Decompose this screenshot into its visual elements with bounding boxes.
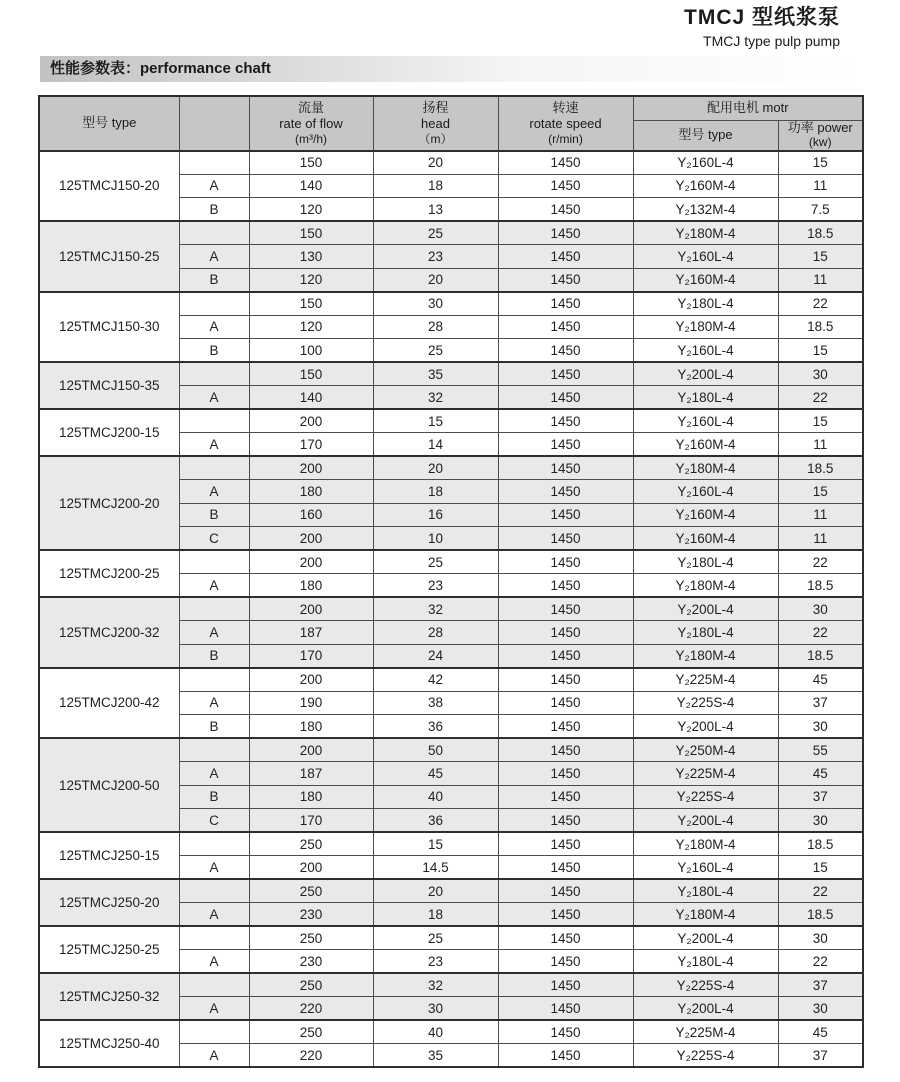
table-row	[39, 738, 863, 762]
speed-cell: 1450	[498, 597, 633, 621]
motor-model-cell: Y₂225S-4	[633, 785, 778, 809]
speed-cell: 1450	[498, 268, 633, 292]
flow-cell: 187	[249, 621, 373, 645]
motor-model-cell: Y₂225S-4	[633, 1044, 778, 1068]
motor-model-cell: Y₂160L-4	[633, 856, 778, 880]
header-flow-en: rate of flow	[279, 115, 343, 131]
spec-table-body	[39, 151, 863, 1068]
motor-power-cell: 18.5	[778, 221, 863, 245]
head-cell: 45	[373, 762, 498, 786]
title-block	[0, 0, 900, 50]
motor-power-cell: 15	[778, 409, 863, 433]
header-motor-power-cn: 功率 power	[787, 120, 853, 135]
speed-cell: 1450	[498, 856, 633, 880]
head-cell: 30	[373, 997, 498, 1021]
variant-cell: A	[179, 997, 249, 1021]
flow-cell: 250	[249, 879, 373, 903]
motor-power-cell: 15	[778, 856, 863, 880]
variant-cell: A	[179, 903, 249, 927]
table-row	[39, 1020, 863, 1044]
flow-cell: 250	[249, 832, 373, 856]
motor-power-cell: 37	[778, 973, 863, 997]
model-cell: 125TMCJ250-40	[39, 1020, 179, 1067]
flow-cell: 170	[249, 644, 373, 668]
header-head-en: head	[421, 115, 450, 131]
speed-cell: 1450	[498, 362, 633, 386]
flow-cell: 250	[249, 1020, 373, 1044]
head-cell: 20	[373, 268, 498, 292]
page-title: TMCJ 型纸浆泵	[684, 6, 840, 29]
flow-cell: 120	[249, 315, 373, 339]
header-speed-unit: (r/min)	[548, 131, 583, 146]
head-cell: 20	[373, 879, 498, 903]
motor-power-cell: 22	[778, 879, 863, 903]
model-cell: 125TMCJ250-25	[39, 926, 179, 973]
motor-power-cell: 18.5	[778, 456, 863, 480]
motor-model-cell: Y₂200L-4	[633, 926, 778, 950]
variant-cell: B	[179, 785, 249, 809]
variant-cell	[179, 456, 249, 480]
head-cell: 23	[373, 245, 498, 269]
motor-power-cell: 11	[778, 268, 863, 292]
header-speed-en: rotate speed	[529, 115, 602, 131]
variant-cell: B	[179, 644, 249, 668]
model-cell: 125TMCJ250-20	[39, 879, 179, 926]
variant-cell	[179, 409, 249, 433]
motor-model-cell: Y₂200L-4	[633, 997, 778, 1021]
motor-model-cell: Y₂200L-4	[633, 715, 778, 739]
motor-power-cell: 45	[778, 668, 863, 692]
speed-cell: 1450	[498, 997, 633, 1021]
head-cell: 50	[373, 738, 498, 762]
variant-cell: C	[179, 809, 249, 833]
header-motor-power	[778, 120, 863, 151]
variant-cell: B	[179, 503, 249, 527]
head-cell: 30	[373, 292, 498, 316]
motor-power-cell: 22	[778, 621, 863, 645]
motor-model-cell: Y₂225M-4	[633, 668, 778, 692]
motor-model-cell: Y₂180L-4	[633, 550, 778, 574]
motor-power-cell: 22	[778, 386, 863, 410]
flow-cell: 220	[249, 997, 373, 1021]
variant-cell	[179, 926, 249, 950]
speed-cell: 1450	[498, 151, 633, 175]
variant-cell: B	[179, 715, 249, 739]
section-header-bar	[40, 56, 862, 82]
variant-cell	[179, 973, 249, 997]
header-motor-power-unit: (kw)	[808, 134, 832, 149]
variant-cell	[179, 597, 249, 621]
motor-power-cell: 15	[778, 339, 863, 363]
motor-power-cell: 37	[778, 1044, 863, 1068]
variant-cell: A	[179, 1044, 249, 1068]
model-cell: 125TMCJ200-15	[39, 409, 179, 456]
model-cell: 125TMCJ150-25	[39, 221, 179, 292]
motor-model-cell: Y₂200L-4	[633, 597, 778, 621]
table-row	[39, 832, 863, 856]
motor-power-cell: 11	[778, 527, 863, 551]
motor-model-cell: Y₂250M-4	[633, 738, 778, 762]
performance-table	[38, 95, 864, 1068]
motor-model-cell: Y₂160M-4	[633, 174, 778, 198]
model-cell: 125TMCJ250-32	[39, 973, 179, 1020]
variant-cell: B	[179, 339, 249, 363]
speed-cell: 1450	[498, 668, 633, 692]
table-row	[39, 973, 863, 997]
flow-cell: 170	[249, 433, 373, 457]
speed-cell: 1450	[498, 621, 633, 645]
flow-cell: 200	[249, 550, 373, 574]
speed-cell: 1450	[498, 1044, 633, 1068]
head-cell: 32	[373, 386, 498, 410]
variant-cell	[179, 221, 249, 245]
motor-model-cell: Y₂225S-4	[633, 973, 778, 997]
motor-model-cell: Y₂180M-4	[633, 456, 778, 480]
head-cell: 25	[373, 339, 498, 363]
model-cell: 125TMCJ200-42	[39, 668, 179, 739]
motor-model-cell: Y₂132M-4	[633, 198, 778, 222]
variant-cell: A	[179, 762, 249, 786]
speed-cell: 1450	[498, 785, 633, 809]
speed-cell: 1450	[498, 292, 633, 316]
variant-cell: B	[179, 198, 249, 222]
flow-cell: 250	[249, 926, 373, 950]
speed-cell: 1450	[498, 950, 633, 974]
table-row	[39, 926, 863, 950]
table-row	[39, 456, 863, 480]
flow-cell: 180	[249, 480, 373, 504]
speed-cell: 1450	[498, 762, 633, 786]
speed-cell: 1450	[498, 221, 633, 245]
motor-model-cell: Y₂160L-4	[633, 339, 778, 363]
header-motor-model: 型号 type	[633, 120, 778, 151]
variant-cell: A	[179, 315, 249, 339]
speed-cell: 1450	[498, 809, 633, 833]
motor-model-cell: Y₂225S-4	[633, 691, 778, 715]
motor-model-cell: Y₂180L-4	[633, 621, 778, 645]
motor-power-cell: 45	[778, 1020, 863, 1044]
head-cell: 18	[373, 480, 498, 504]
model-cell: 125TMCJ150-20	[39, 151, 179, 222]
flow-cell: 187	[249, 762, 373, 786]
motor-model-cell: Y₂225M-4	[633, 762, 778, 786]
motor-model-cell: Y₂180M-4	[633, 574, 778, 598]
table-row	[39, 292, 863, 316]
speed-cell: 1450	[498, 903, 633, 927]
speed-cell: 1450	[498, 503, 633, 527]
variant-cell: A	[179, 621, 249, 645]
head-cell: 14.5	[373, 856, 498, 880]
motor-model-cell: Y₂200L-4	[633, 362, 778, 386]
speed-cell: 1450	[498, 386, 633, 410]
speed-cell: 1450	[498, 715, 633, 739]
speed-cell: 1450	[498, 574, 633, 598]
motor-model-cell: Y₂180L-4	[633, 292, 778, 316]
head-cell: 18	[373, 174, 498, 198]
table-row	[39, 597, 863, 621]
variant-cell	[179, 1020, 249, 1044]
motor-power-cell: 30	[778, 809, 863, 833]
speed-cell: 1450	[498, 832, 633, 856]
motor-power-cell: 30	[778, 926, 863, 950]
flow-cell: 100	[249, 339, 373, 363]
motor-power-cell: 30	[778, 597, 863, 621]
head-cell: 32	[373, 973, 498, 997]
speed-cell: 1450	[498, 1020, 633, 1044]
speed-cell: 1450	[498, 738, 633, 762]
motor-model-cell: Y₂160M-4	[633, 503, 778, 527]
flow-cell: 160	[249, 503, 373, 527]
speed-cell: 1450	[498, 409, 633, 433]
table-row	[39, 668, 863, 692]
variant-cell: A	[179, 480, 249, 504]
variant-cell: A	[179, 950, 249, 974]
table-row	[39, 221, 863, 245]
motor-model-cell: Y₂180L-4	[633, 386, 778, 410]
motor-model-cell: Y₂160L-4	[633, 480, 778, 504]
motor-power-cell: 15	[778, 245, 863, 269]
speed-cell: 1450	[498, 644, 633, 668]
head-cell: 23	[373, 574, 498, 598]
model-cell: 125TMCJ150-35	[39, 362, 179, 409]
header-head-unit: （m）	[418, 131, 453, 146]
header-speed	[498, 96, 633, 151]
speed-cell: 1450	[498, 926, 633, 950]
flow-cell: 150	[249, 362, 373, 386]
motor-power-cell: 30	[778, 362, 863, 386]
flow-cell: 120	[249, 268, 373, 292]
model-cell: 125TMCJ150-30	[39, 292, 179, 363]
flow-cell: 200	[249, 597, 373, 621]
motor-power-cell: 55	[778, 738, 863, 762]
motor-model-cell: Y₂200L-4	[633, 809, 778, 833]
flow-cell: 180	[249, 785, 373, 809]
speed-cell: 1450	[498, 691, 633, 715]
variant-cell	[179, 362, 249, 386]
flow-cell: 190	[249, 691, 373, 715]
speed-cell: 1450	[498, 973, 633, 997]
head-cell: 28	[373, 621, 498, 645]
variant-cell: C	[179, 527, 249, 551]
head-cell: 25	[373, 550, 498, 574]
model-cell: 125TMCJ200-20	[39, 456, 179, 550]
motor-power-cell: 11	[778, 433, 863, 457]
head-cell: 24	[373, 644, 498, 668]
head-cell: 14	[373, 433, 498, 457]
motor-model-cell: Y₂180L-4	[633, 879, 778, 903]
head-cell: 28	[373, 315, 498, 339]
variant-cell: A	[179, 245, 249, 269]
flow-cell: 200	[249, 409, 373, 433]
head-cell: 35	[373, 1044, 498, 1068]
variant-cell	[179, 879, 249, 903]
variant-cell: A	[179, 856, 249, 880]
motor-model-cell: Y₂160L-4	[633, 151, 778, 175]
motor-power-cell: 22	[778, 950, 863, 974]
flow-cell: 120	[249, 198, 373, 222]
head-cell: 15	[373, 832, 498, 856]
motor-power-cell: 7.5	[778, 198, 863, 222]
motor-power-cell: 45	[778, 762, 863, 786]
head-cell: 32	[373, 597, 498, 621]
flow-cell: 150	[249, 221, 373, 245]
header-flow-cn: 流量	[297, 99, 324, 115]
speed-cell: 1450	[498, 550, 633, 574]
head-cell: 36	[373, 715, 498, 739]
header-variant	[179, 96, 249, 151]
flow-cell: 200	[249, 856, 373, 880]
flow-cell: 230	[249, 903, 373, 927]
motor-model-cell: Y₂225M-4	[633, 1020, 778, 1044]
motor-model-cell: Y₂180L-4	[633, 950, 778, 974]
flow-cell: 200	[249, 738, 373, 762]
head-cell: 20	[373, 151, 498, 175]
flow-cell: 200	[249, 668, 373, 692]
header-flow	[249, 96, 373, 151]
motor-model-cell: Y₂180M-4	[633, 644, 778, 668]
motor-power-cell: 30	[778, 997, 863, 1021]
speed-cell: 1450	[498, 456, 633, 480]
motor-model-cell: Y₂160L-4	[633, 245, 778, 269]
section-label: 性能参数表：performance chaft	[50, 60, 271, 77]
motor-power-cell: 11	[778, 174, 863, 198]
motor-power-cell: 37	[778, 785, 863, 809]
motor-power-cell: 37	[778, 691, 863, 715]
table-row	[39, 362, 863, 386]
speed-cell: 1450	[498, 245, 633, 269]
speed-cell: 1450	[498, 879, 633, 903]
flow-cell: 200	[249, 527, 373, 551]
flow-cell: 130	[249, 245, 373, 269]
header-speed-cn: 转速	[552, 99, 579, 115]
variant-cell	[179, 832, 249, 856]
variant-cell	[179, 151, 249, 175]
flow-cell: 230	[249, 950, 373, 974]
motor-power-cell: 18.5	[778, 315, 863, 339]
head-cell: 23	[373, 950, 498, 974]
head-cell: 15	[373, 409, 498, 433]
motor-model-cell: Y₂160M-4	[633, 268, 778, 292]
variant-cell: B	[179, 268, 249, 292]
head-cell: 18	[373, 903, 498, 927]
variant-cell: A	[179, 433, 249, 457]
variant-cell: A	[179, 574, 249, 598]
motor-model-cell: Y₂180M-4	[633, 221, 778, 245]
speed-cell: 1450	[498, 527, 633, 551]
speed-cell: 1450	[498, 480, 633, 504]
speed-cell: 1450	[498, 198, 633, 222]
head-cell: 40	[373, 1020, 498, 1044]
variant-cell: A	[179, 691, 249, 715]
head-cell: 16	[373, 503, 498, 527]
motor-power-cell: 22	[778, 550, 863, 574]
motor-power-cell: 11	[778, 503, 863, 527]
motor-power-cell: 18.5	[778, 574, 863, 598]
variant-cell	[179, 668, 249, 692]
header-model: 型号 type	[39, 96, 179, 151]
head-cell: 40	[373, 785, 498, 809]
model-cell: 125TMCJ200-50	[39, 738, 179, 832]
head-cell: 25	[373, 926, 498, 950]
table-row	[39, 879, 863, 903]
variant-cell	[179, 738, 249, 762]
model-cell: 125TMCJ250-15	[39, 832, 179, 879]
header-head	[373, 96, 498, 151]
motor-model-cell: Y₂180M-4	[633, 903, 778, 927]
header-flow-unit: (m³/h)	[295, 131, 327, 146]
header-head-cn: 扬程	[422, 99, 449, 115]
flow-cell: 140	[249, 386, 373, 410]
motor-power-cell: 15	[778, 480, 863, 504]
flow-cell: 250	[249, 973, 373, 997]
model-cell: 125TMCJ200-25	[39, 550, 179, 597]
head-cell: 42	[373, 668, 498, 692]
flow-cell: 220	[249, 1044, 373, 1068]
motor-power-cell: 30	[778, 715, 863, 739]
flow-cell: 180	[249, 574, 373, 598]
flow-cell: 150	[249, 292, 373, 316]
speed-cell: 1450	[498, 433, 633, 457]
variant-cell: A	[179, 174, 249, 198]
page-subtitle: TMCJ type pulp pump	[703, 33, 840, 49]
variant-cell	[179, 292, 249, 316]
motor-model-cell: Y₂180M-4	[633, 832, 778, 856]
flow-cell: 170	[249, 809, 373, 833]
variant-cell: A	[179, 386, 249, 410]
motor-power-cell: 18.5	[778, 644, 863, 668]
head-cell: 35	[373, 362, 498, 386]
motor-power-cell: 18.5	[778, 832, 863, 856]
head-cell: 20	[373, 456, 498, 480]
model-cell: 125TMCJ200-32	[39, 597, 179, 668]
motor-power-cell: 15	[778, 151, 863, 175]
flow-cell: 140	[249, 174, 373, 198]
flow-cell: 200	[249, 456, 373, 480]
head-cell: 38	[373, 691, 498, 715]
head-cell: 10	[373, 527, 498, 551]
head-cell: 36	[373, 809, 498, 833]
table-header	[39, 96, 863, 151]
variant-cell	[179, 550, 249, 574]
speed-cell: 1450	[498, 315, 633, 339]
header-motor-group: 配用电机 motr	[633, 96, 863, 120]
header-row-top	[39, 96, 863, 120]
table-row	[39, 409, 863, 433]
motor-power-cell: 22	[778, 292, 863, 316]
motor-model-cell: Y₂160L-4	[633, 409, 778, 433]
flow-cell: 180	[249, 715, 373, 739]
motor-model-cell: Y₂180M-4	[633, 315, 778, 339]
motor-power-cell: 18.5	[778, 903, 863, 927]
head-cell: 25	[373, 221, 498, 245]
speed-cell: 1450	[498, 174, 633, 198]
motor-model-cell: Y₂160M-4	[633, 433, 778, 457]
table-row	[39, 550, 863, 574]
table-row	[39, 151, 863, 175]
speed-cell: 1450	[498, 339, 633, 363]
motor-model-cell: Y₂160M-4	[633, 527, 778, 551]
head-cell: 13	[373, 198, 498, 222]
flow-cell: 150	[249, 151, 373, 175]
